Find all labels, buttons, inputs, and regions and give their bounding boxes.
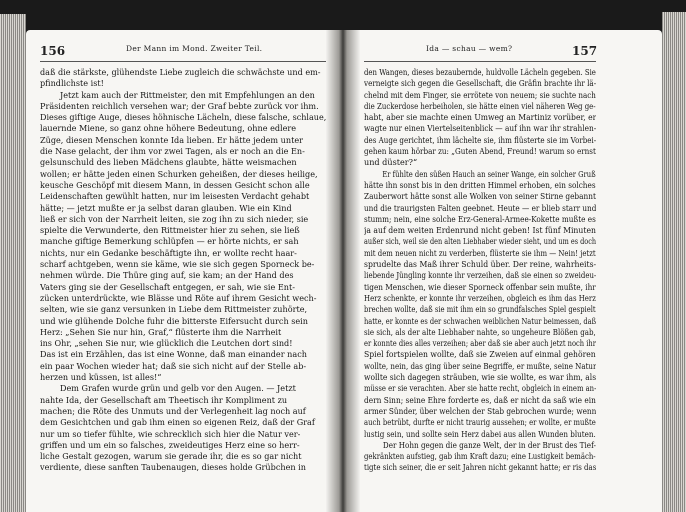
text-line: tigte sich seiner, die er seit Jahren nicht gekannt hatte; er ris das — [364, 462, 596, 473]
text-line: spielte die Verwunderte, den Rittmeister hier zu sehen, sie ließ — [40, 225, 300, 236]
text-line: machen; die Röte des Unmuts und der Verlegenheit lag noch auf — [40, 405, 306, 416]
text-line: armer Sünder, über welchen der Stab gebrochen wurde; wenn — [364, 405, 596, 416]
text-line: daß die stärkste, glühendste Liebe zugleich die schwächste und em- — [40, 67, 321, 77]
text-line: scharf achtgeben, wenn sie käme, wie sie sich gegen Sporneck be- — [40, 259, 315, 270]
left-page — [26, 30, 334, 512]
right-page-text — [364, 67, 596, 474]
text-line: liche Gestalt gezogen, warum sie gerade ihr, die es so gar nicht — [40, 451, 302, 462]
text-line: Herz schenkte, er konnte ihr verzeihen, obgleich es ihm das Herz — [364, 292, 596, 303]
text-line: hatte, er konnte es der schwachen weiblichen Natur beimessen, daß — [364, 315, 596, 326]
text-line: tigen Menschen, wie dieser Sporneck offenbar sein mußte, ihr — [364, 281, 596, 292]
text-line: wollte sich dagegen sträuben, wie sie wollte, es war ihm, als — [364, 372, 596, 383]
text-line: auch betrübt, durfte er nicht traurig aussehen; er wollte, er mußte — [364, 417, 596, 428]
text-line: liebende Jüngling konnte ihr verzeihen, daß sie einen so zweideu- — [364, 270, 596, 281]
text-line: außer sich, weil sie den alten Liebhaber wieder sieht, und um es doch — [364, 236, 596, 247]
text-line: ins Ohr, „sehen Sie nur, wie glücklich die Leutchen dort sind! — [40, 338, 293, 349]
book-gutter — [326, 30, 360, 512]
text-line: wollte, nein, das ging über seine Begriffe, er mußte, seine Natur — [364, 360, 596, 371]
text-line: verdiente, diese sanften Taubenaugen, dieses holde Grübchen in — [40, 462, 306, 473]
text-line: lauernde Miene, so ganz ohne höhere Bedeutung, ohne edlere — [40, 123, 297, 134]
text-line: gehen kaum hörbar zu: „Guten Abend, Freund! warum so ernst — [364, 146, 596, 157]
text-line: dem Gesichtchen und gab ihm einen so eigenen Reiz, daß der Graf — [40, 417, 315, 428]
running-head-right: Ida — schau — wem? — [426, 44, 513, 53]
text-line: habt, aber sie machte einen Umweg an Martiniz vorüber, er — [364, 112, 596, 123]
text-line: mit dem neuen nicht zu verderben, flüsterte sie ihm — Nein! jetzt — [364, 247, 596, 258]
text-line: sie sich, als der alte Liebhaber nahte, so ungeheure Blößen gab, — [364, 326, 596, 337]
text-line: brechen wollte, daß sie mit ihm ein so grundfalsches Spiel gespielt — [364, 304, 596, 315]
page-number-left: 156 — [40, 44, 66, 58]
text-line: ein paar Wochen wieder hat; daß sie sich nicht auf der Stelle ab- — [40, 360, 307, 371]
text-line: nehmen würde. Die Thüre ging auf, sie kam; an der Hand des — [40, 270, 294, 281]
text-line: die Zuckerdose herbeiholen, sie hätte einen viel näheren Weg ge- — [364, 100, 596, 111]
text-line: Präsidenten reichlich versehen war; der Graf bebte zurück vor ihm. — [40, 100, 319, 111]
text-line: Herz: „Sehen Sie nur hin, Graf,“ flüsterte ihm die Narrheit — [40, 326, 282, 337]
text-line: wollen; er hätte jeden einen Schurken geheißen, der dieses heilige, — [40, 168, 318, 179]
text-line: griffen und um ein so falsches, zweideutiges Herz eine so herr- — [40, 439, 300, 450]
text-line: lustig sein, und sollte sein Herz dabei aus allen Wunden bluten. — [364, 428, 596, 439]
text-line: keusche Geschöpf mit diesem Mann, in dessen Gesicht schon alle — [40, 179, 310, 190]
text-line: herzen und küssen, ist alles!“ — [40, 372, 162, 383]
text-line: Vaters ging sie der Gesellschaft entgegen, er sah, wie sie Ent- — [40, 281, 295, 292]
header-rule-left — [40, 61, 326, 62]
text-line: hätte ihn sonst bis in den dritten Himmel erhoben, ein solches — [364, 179, 596, 190]
text-line: nichts, nur ein Gedanke beschäftigte ihn, er wollte recht haar- — [40, 247, 297, 258]
text-line: sprudelte das Maß ihrer Schuld über. Der reine, wahrheits- — [364, 259, 596, 270]
text-line: nahte Ida, der Gesellschaft am Theetisch ihr Kompliment zu — [40, 394, 288, 405]
text-line: ließ er sich von der Narrheit leiten, sie zog ihn zu sich nieder, sie — [40, 213, 309, 224]
text-line: nur um so tiefer fühlte, wie schrecklich sich hier die Natur ver- — [40, 428, 301, 439]
text-line: dern Sinn; seine Ehre forderte es, daß er nicht da saß wie ein — [364, 394, 596, 405]
text-line: Das ist ein Erzählen, das ist eine Wonne, daß man einander nach — [40, 349, 307, 360]
text-line: manche giftige Bemerkung schlüpfen — er hörte nichts, er sah — [40, 236, 299, 247]
text-line: Leidenschaften gewühlt hatten, nur im leisesten Verdacht gehabt — [40, 191, 310, 202]
text-line: pfindlichste ist! — [40, 78, 104, 89]
text-line: und wie glühende Dolche fuhr die bitterste Eifersucht durch sein — [40, 315, 308, 326]
text-line: stumm; nein, eine solche Erz-General-Armee-Kokette mußte es — [364, 213, 596, 224]
text-line: gekränkten aufstieg, gab ihm Kraft dazu; eine Lustigkeit bemäch- — [364, 451, 596, 462]
text-line: gelsunschuld des lieben Mädchens glaubte, hätte weismachen — [40, 157, 297, 168]
page-number-right: 157 — [572, 44, 598, 58]
text-line: Zauberwort hätte sonst alle Wolken von seiner Stirne gebannt — [364, 191, 596, 202]
text-line: wagte nur einen Viertelseitenblick — auf ihn war ihr strahlen- — [364, 123, 596, 134]
text-line: zücken unterdrückte, wie Blässe und Röte auf ihrem Gesicht wech- — [40, 292, 317, 303]
text-line: und die traurigsten Falten geebnet. Heute — er blieb starr und — [364, 202, 596, 213]
text-line: Dem Grafen wurde grün und gelb vor den Augen. — Jetzt — [60, 383, 296, 394]
text-line: müsse er sie verachten. Aber sie hatte recht, obgleich in einem an- — [364, 383, 596, 394]
left-page-text — [40, 67, 326, 474]
text-line: er konnte dies alles verzeihen; aber daß sie aber auch jetzt noch ihr — [364, 338, 596, 349]
running-head-left: Der Mann im Mond. Zweiter Teil. — [126, 44, 263, 53]
text-line: verneigte sich gegen die Gesellschaft, die Gräfin brachte ihr lä- — [364, 78, 596, 89]
text-line: Der Hohn gegen die ganze Welt, der in der Brust des Tief- — [382, 439, 596, 450]
text-line: selten, wie sie ganz versunken in Liebe dem Rittmeister zuhörte, — [40, 304, 308, 315]
text-line: Jetzt kam auch der Rittmeister, den mit Empfehlungen an den — [60, 89, 315, 100]
text-line: des Auge gerichtet, ihm lächelte sie, ihm flüsterte sie im Vorbei- — [364, 134, 596, 145]
text-line: und düster?“ — [364, 157, 418, 168]
text-line: hätte; — jetzt mußte er ja selbst daran glauben. Wie ein Kind — [40, 202, 292, 213]
text-line: die Nase gelacht, der ihm vor zwei Tagen, als er noch an die En- — [40, 146, 305, 157]
text-line: chelnd mit dem Finger, sie errötete von neuem; sie suchte nach — [364, 89, 596, 100]
text-line: Dieses giftige Auge, dieses höhnische Lächeln, diese falsche, schlaue, — [40, 112, 326, 123]
text-line: Er fühlte den süßen Hauch an seiner Wange, ein solcher Gruß — [382, 168, 596, 179]
text-line: Züge, diesen Menschen konnte Ida lieben. Er hätte jedem unter — [40, 134, 304, 145]
header-rule-right — [364, 61, 596, 62]
text-line: ja auf dem weiten Erdenrund nicht geben! Ist fünf Minuten — [364, 225, 596, 236]
right-page — [352, 30, 662, 512]
page-edges-right — [662, 12, 686, 512]
text-line: den Wangen, dieses bezaubernde, huldvolle Lächeln gegeben. Sie — [364, 67, 596, 77]
text-line: Spiel fortspielen wollte, daß sie Zweien auf einmal gehören — [364, 349, 596, 360]
page-edges-left — [0, 14, 26, 512]
